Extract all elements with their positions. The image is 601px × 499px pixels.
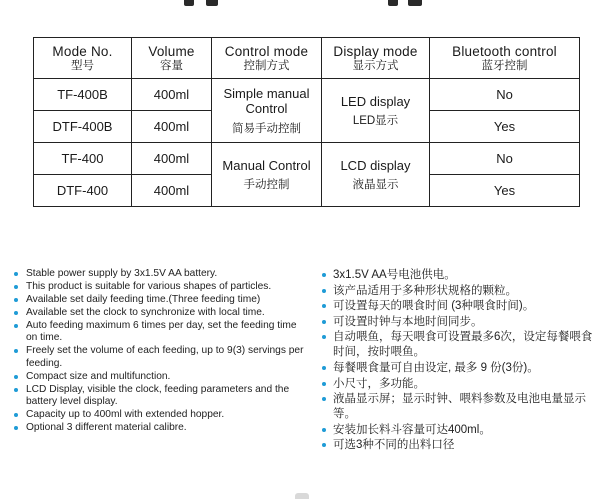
- list-item: [318, 299, 598, 314]
- header-model-zh: 型号: [71, 59, 94, 72]
- list-item: [318, 392, 598, 422]
- feature-text: LCD Display, visible the clock, feeding parameters and the battery level display.: [26, 383, 290, 408]
- feature-text: 可设置时钟与本地时间同步。: [333, 315, 483, 328]
- product-foot-right-b: [408, 0, 422, 6]
- bullet-dot-icon: [14, 375, 18, 379]
- spec-table: [33, 37, 580, 207]
- features-chinese-list: [318, 268, 598, 454]
- bluetooth-cell: No: [430, 143, 580, 175]
- bullet-dot-icon: [322, 273, 326, 277]
- bullet-dot-icon: [14, 298, 18, 302]
- feature-text: 每餐喂食量可自由设定, 最多 9 份(3份)。: [333, 361, 539, 374]
- bullet-dot-icon: [14, 349, 18, 353]
- bullet-dot-icon: [14, 426, 18, 430]
- header-bluetooth-zh: 蓝牙控制: [481, 59, 528, 72]
- feature-text: 3x1.5V AA号电池供电。: [333, 269, 456, 281]
- model-cell: DTF-400B: [34, 111, 132, 143]
- list-item: [10, 422, 308, 434]
- list-item: [10, 371, 308, 383]
- header-display-zh: 显示方式: [352, 59, 399, 72]
- bullet-dot-icon: [322, 366, 326, 370]
- bullet-dot-icon: [322, 382, 326, 386]
- bullet-dot-icon: [14, 324, 18, 328]
- bluetooth-cell: Yes: [430, 175, 580, 207]
- bullet-dot-icon: [14, 311, 18, 315]
- bullet-dot-icon: [14, 388, 18, 392]
- list-item: [318, 438, 598, 453]
- list-item: [10, 307, 308, 319]
- table-row: [34, 143, 580, 175]
- model-cell: TF-400B: [34, 79, 132, 111]
- control-en: Simple manual Control: [223, 85, 310, 116]
- list-item: [10, 268, 308, 280]
- volume-cell: 400ml: [132, 175, 212, 207]
- bullet-dot-icon: [322, 335, 326, 339]
- control-en: Manual Control: [222, 157, 311, 173]
- header-bluetooth: [430, 38, 580, 79]
- control-zh: 手动控制: [243, 178, 290, 191]
- header-control: [212, 38, 322, 79]
- list-item: [10, 384, 308, 409]
- bullet-dot-icon: [322, 397, 326, 401]
- feature-text: 自动喂鱼，每天喂食可设置最多6次，设定每餐喂食时间，按时喂鱼。: [333, 331, 593, 359]
- feature-text: 可设置每天的喂食时间 (3种喂食时间)。: [333, 300, 535, 313]
- feature-text: Auto feeding maximum 6 times per day, set the feeding time on time.: [26, 320, 297, 344]
- feature-text: 液晶显示屏；显示时钟、喂料参数及电池电量显示等。: [333, 393, 586, 421]
- header-display-en: Display mode: [333, 43, 418, 59]
- bullet-dot-icon: [322, 320, 326, 324]
- header-volume-zh: 容量: [160, 59, 183, 72]
- bullet-dot-icon: [322, 443, 326, 447]
- feature-text: 小尺寸，多功能。: [333, 377, 425, 390]
- product-foot-left-b: [206, 0, 218, 6]
- table-row: [34, 79, 580, 111]
- header-model: [34, 38, 132, 79]
- list-item: [318, 315, 598, 330]
- feature-text: 可选3种不同的出料口径: [333, 439, 455, 452]
- bullet-dot-icon: [14, 272, 18, 276]
- feature-text: 安装加长料斗容量可达400ml。: [333, 423, 491, 436]
- list-item: [10, 294, 308, 306]
- control-cell: [212, 143, 322, 207]
- decorative-edge-mark: [295, 493, 309, 499]
- spec-header-row: [34, 38, 580, 79]
- control-zh: 简易手动控制: [232, 122, 301, 135]
- feature-text: 该产品适用于多种形状规格的颗粒。: [333, 284, 517, 297]
- header-display: [322, 38, 430, 79]
- display-en: LCD display: [340, 157, 411, 173]
- feature-text: Freely set the volume of each feeding, up to 9(3) servings per feeding.: [26, 345, 304, 369]
- list-item: [318, 268, 598, 283]
- bullet-dot-icon: [14, 285, 18, 289]
- list-item: [10, 320, 308, 345]
- feature-text: Available set the clock to synchronize with local time.: [26, 307, 265, 318]
- volume-cell: 400ml: [132, 79, 212, 111]
- header-model-en: Mode No.: [52, 43, 113, 59]
- bluetooth-cell: No: [430, 79, 580, 111]
- feature-text: Capacity up to 400ml with extended hopper.: [26, 409, 225, 421]
- display-en: LED display: [340, 93, 411, 109]
- header-control-en: Control mode: [224, 43, 309, 59]
- display-zh: LED显示: [352, 114, 399, 127]
- model-cell: TF-400: [34, 143, 132, 175]
- product-image-edge: [0, 0, 601, 14]
- volume-cell: 400ml: [132, 111, 212, 143]
- product-foot-left-a: [184, 0, 194, 6]
- list-item: [10, 345, 308, 370]
- list-item: [318, 361, 598, 376]
- feature-text: Available set daily feeding time.(Three feeding time): [26, 294, 261, 305]
- bullet-dot-icon: [322, 428, 326, 432]
- list-item: [10, 409, 308, 421]
- feature-text: Stable power supply by 3x1.5V AA battery.: [26, 268, 218, 279]
- list-item: [318, 284, 598, 299]
- volume-cell: 400ml: [132, 143, 212, 175]
- bullet-dot-icon: [322, 289, 326, 293]
- bullet-dot-icon: [322, 304, 326, 308]
- feature-text: Optional 3 different material calibre.: [26, 422, 187, 434]
- bullet-dot-icon: [14, 413, 18, 417]
- header-bluetooth-en: Bluetooth control: [452, 43, 557, 59]
- product-foot-right-a: [388, 0, 398, 6]
- control-cell: [212, 79, 322, 143]
- list-item: [318, 330, 598, 360]
- features-english-list: [10, 268, 308, 435]
- feature-text: Compact size and multifunction.: [26, 370, 171, 382]
- display-cell: [322, 143, 430, 207]
- header-control-zh: 控制方式: [243, 59, 290, 72]
- list-item: [10, 281, 308, 293]
- list-item: [318, 423, 598, 438]
- feature-text: This product is suitable for various shapes of particles.: [26, 281, 272, 292]
- model-cell: DTF-400: [34, 175, 132, 207]
- list-item: [318, 377, 598, 392]
- bluetooth-cell: Yes: [430, 111, 580, 143]
- header-volume-en: Volume: [148, 43, 195, 59]
- display-zh: 液晶显示: [352, 178, 399, 191]
- header-volume: [132, 38, 212, 79]
- display-cell: [322, 79, 430, 143]
